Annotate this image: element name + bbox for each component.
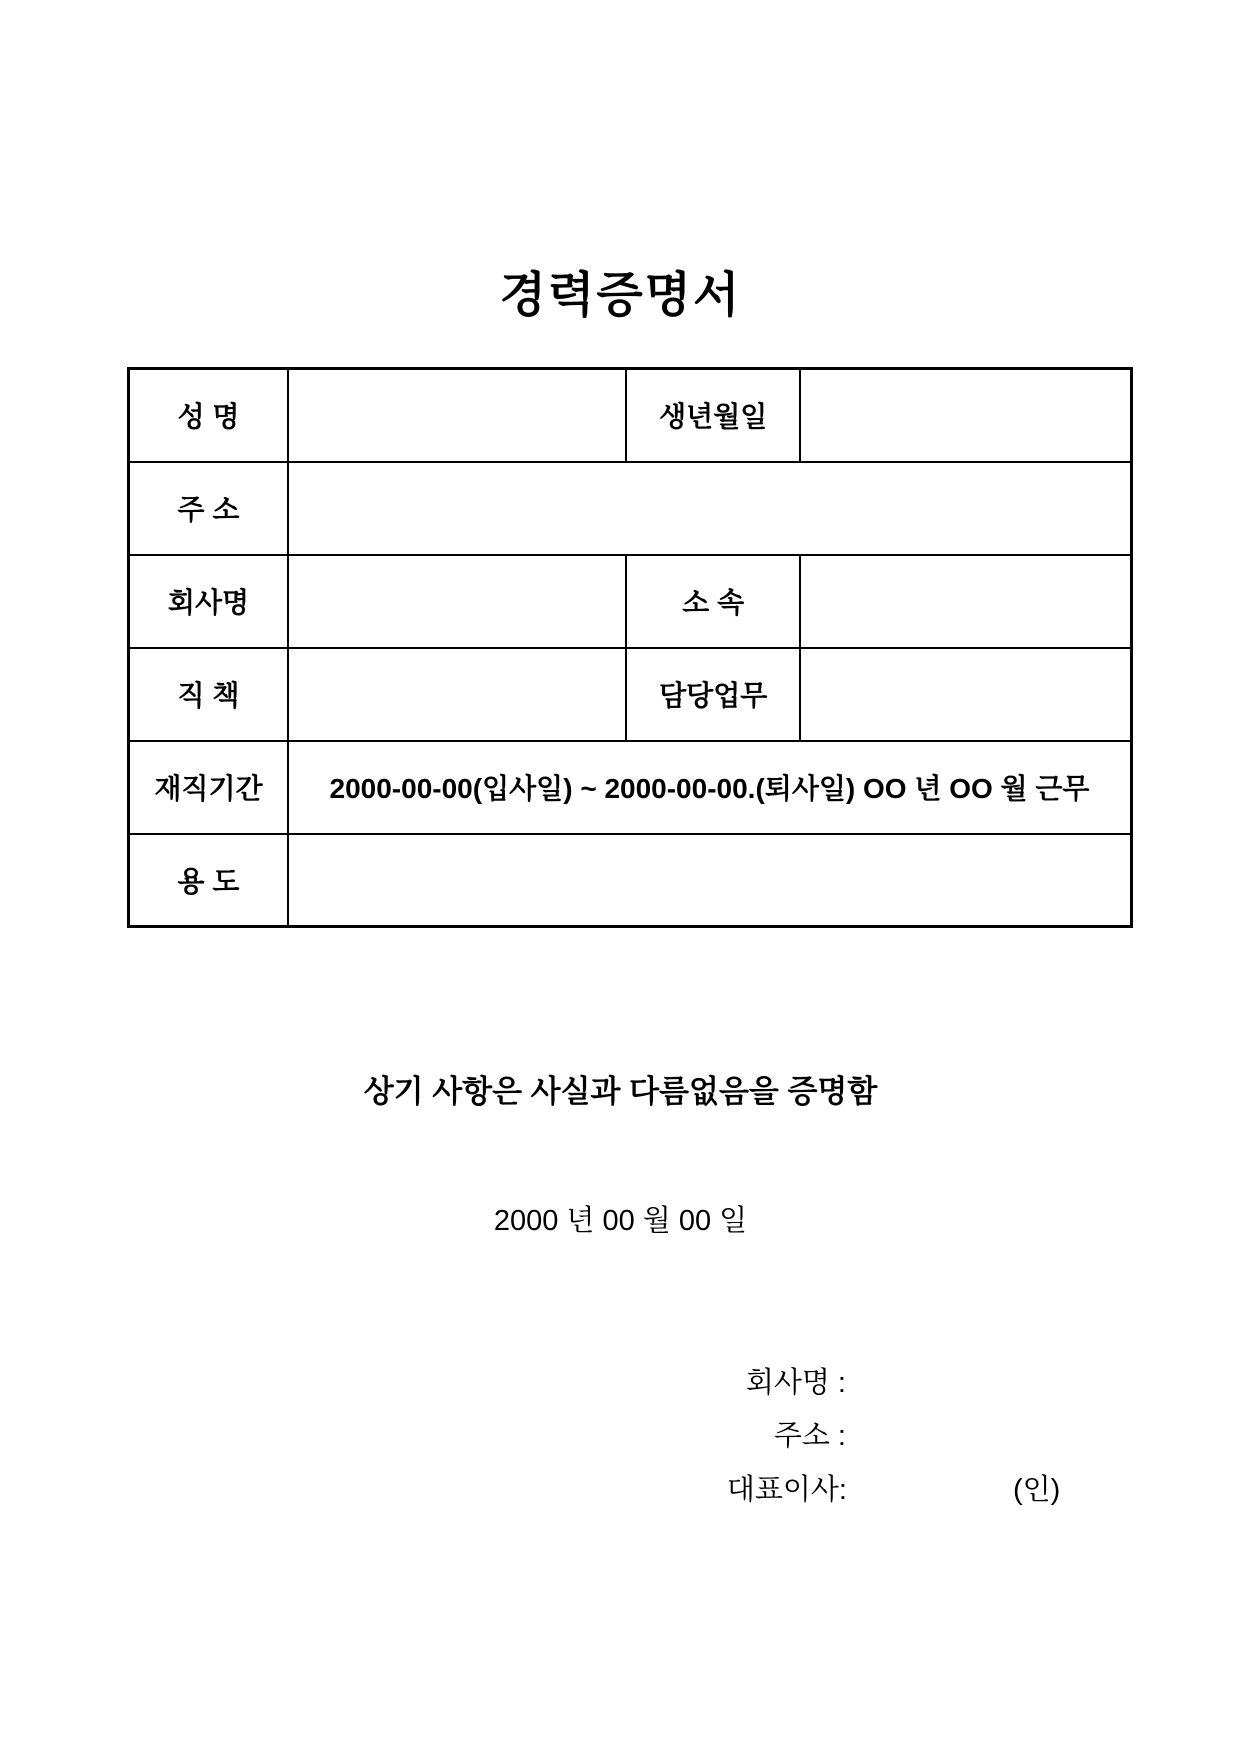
table-row-purpose bbox=[129, 834, 1132, 927]
purpose-value-cell[interactable] bbox=[288, 834, 1132, 927]
purpose-label: 용 도 bbox=[129, 834, 288, 927]
signature-address-label: 주소 : bbox=[773, 1420, 846, 1452]
duty-label: 담당업무 bbox=[626, 648, 801, 741]
birthdate-value-cell[interactable] bbox=[800, 369, 1131, 462]
position-value-cell[interactable] bbox=[288, 648, 626, 741]
company-value-cell[interactable] bbox=[288, 555, 626, 648]
address-value-cell[interactable] bbox=[288, 462, 1132, 555]
birthdate-label: 생년월일 bbox=[626, 369, 801, 462]
signature-ceo-label: 대표이사: bbox=[726, 1474, 847, 1506]
certificate-table bbox=[127, 367, 1133, 928]
name-value-cell[interactable] bbox=[288, 369, 626, 462]
company-label: 회사명 bbox=[129, 555, 288, 648]
position-label: 직 책 bbox=[129, 648, 288, 741]
duty-value-cell[interactable] bbox=[800, 648, 1131, 741]
name-label: 성 명 bbox=[129, 369, 288, 462]
seal-mark: (인) bbox=[1013, 1474, 1061, 1506]
department-value-cell[interactable] bbox=[800, 555, 1131, 648]
address-label: 주 소 bbox=[129, 462, 288, 555]
table-row-name bbox=[129, 369, 1132, 462]
table-row-address bbox=[129, 462, 1132, 555]
table-row-employment-period bbox=[129, 741, 1132, 834]
table-row-company bbox=[129, 555, 1132, 648]
date-line: 2000 년 00 월 00 일 bbox=[493, 1205, 748, 1237]
department-label: 소 속 bbox=[626, 555, 801, 648]
table-row-position bbox=[129, 648, 1132, 741]
certify-statement: 상기 사항은 사실과 다름없음을 증명함 bbox=[363, 1074, 878, 1109]
signature-company-label: 회사명 : bbox=[745, 1367, 846, 1399]
employment-period-value[interactable]: 2000-00-00(입사일) ~ 2000-00-00.(퇴사일) OO 년 OO 월 근무 bbox=[288, 741, 1132, 834]
document-title: 경력증명서 bbox=[499, 269, 742, 322]
employment-period-label: 재직기간 bbox=[129, 741, 288, 834]
